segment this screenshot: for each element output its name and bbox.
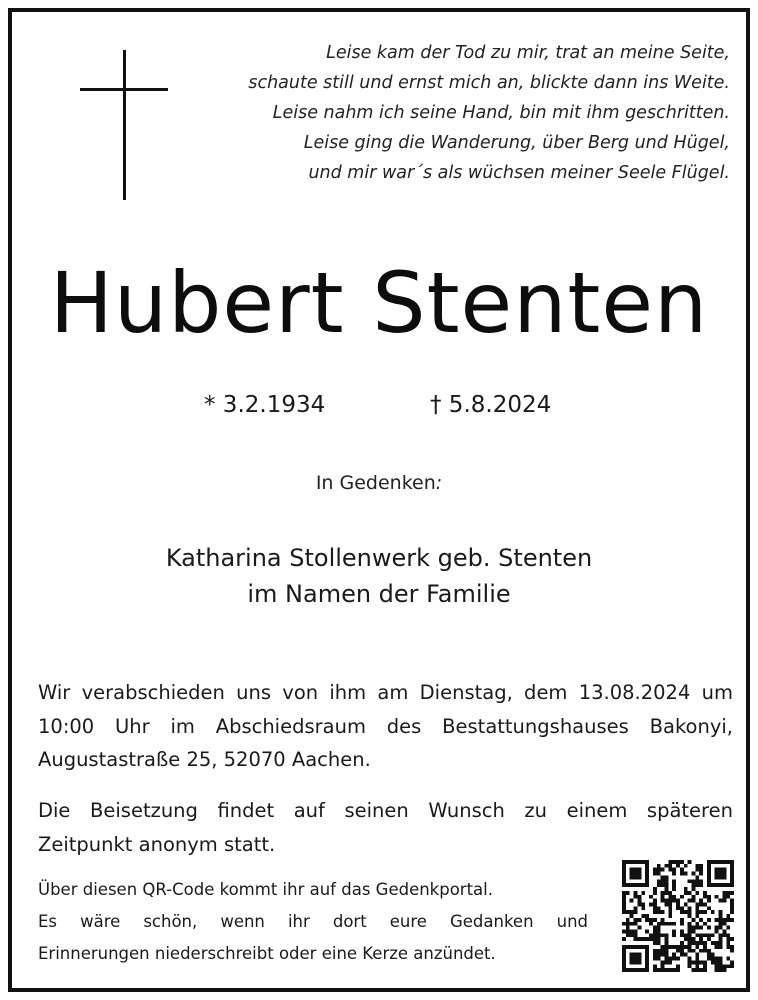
- memorial-label: [12, 472, 746, 494]
- poem-line: schaute still und ernst mich an, blickte dann ins Weite.: [248, 73, 730, 93]
- qr-note: [38, 874, 588, 970]
- poem-line: Leise ging die Wanderung, über Berg und Hügel,: [303, 133, 730, 153]
- death-date: † 5.8.2024: [430, 392, 552, 418]
- burial-line: Zeitpunkt anonym statt.: [38, 832, 276, 856]
- poem-line: Leise kam der Tod zu mir, trat an meine Seite,: [326, 43, 730, 63]
- memorial-colon: :: [435, 472, 443, 494]
- service-line: 10:00 Uhr im Abschiedsraum des Bestattungshauses Bakonyi,: [38, 714, 733, 738]
- poem-line: Leise nahm ich seine Hand, bin mit ihm geschritten.: [272, 103, 730, 123]
- service-info: [38, 676, 733, 777]
- qr-note-line: Über diesen QR-Code kommt ihr auf das Gedenkportal.: [38, 880, 493, 899]
- service-line: Wir verabschieden uns von ihm am Dienstag, dem 13.08.2024 um: [38, 681, 733, 704]
- memorial-label-text: In Gedenken: [315, 472, 436, 494]
- service-line: Augustastraße 25, 52070 Aachen.: [38, 748, 371, 771]
- qr-note-line: Es wäre schön, wenn ihr dort eure Gedanken und: [38, 912, 588, 931]
- cross-icon: [80, 50, 168, 200]
- family-signature: [12, 540, 746, 612]
- poem: [170, 38, 730, 188]
- family-line: Katharina Stollenwerk geb. Stenten: [165, 544, 593, 572]
- obituary-card: [8, 8, 750, 992]
- burial-info: [38, 794, 733, 861]
- deceased-name: Hubert Stenten: [49, 254, 709, 352]
- birth-date: * 3.2.1934: [204, 392, 326, 418]
- qr-note-line: Erinnerungen niederschreibt oder eine Kerze anzündet.: [38, 944, 496, 963]
- family-line: im Namen der Familie: [247, 580, 511, 608]
- burial-line: Die Beisetzung findet auf seinen Wunsch zu einem späteren: [38, 799, 733, 822]
- qr-code-icon[interactable]: [622, 860, 734, 972]
- poem-line: und mir war´s als wüchsen meiner Seele Flügel.: [308, 163, 730, 183]
